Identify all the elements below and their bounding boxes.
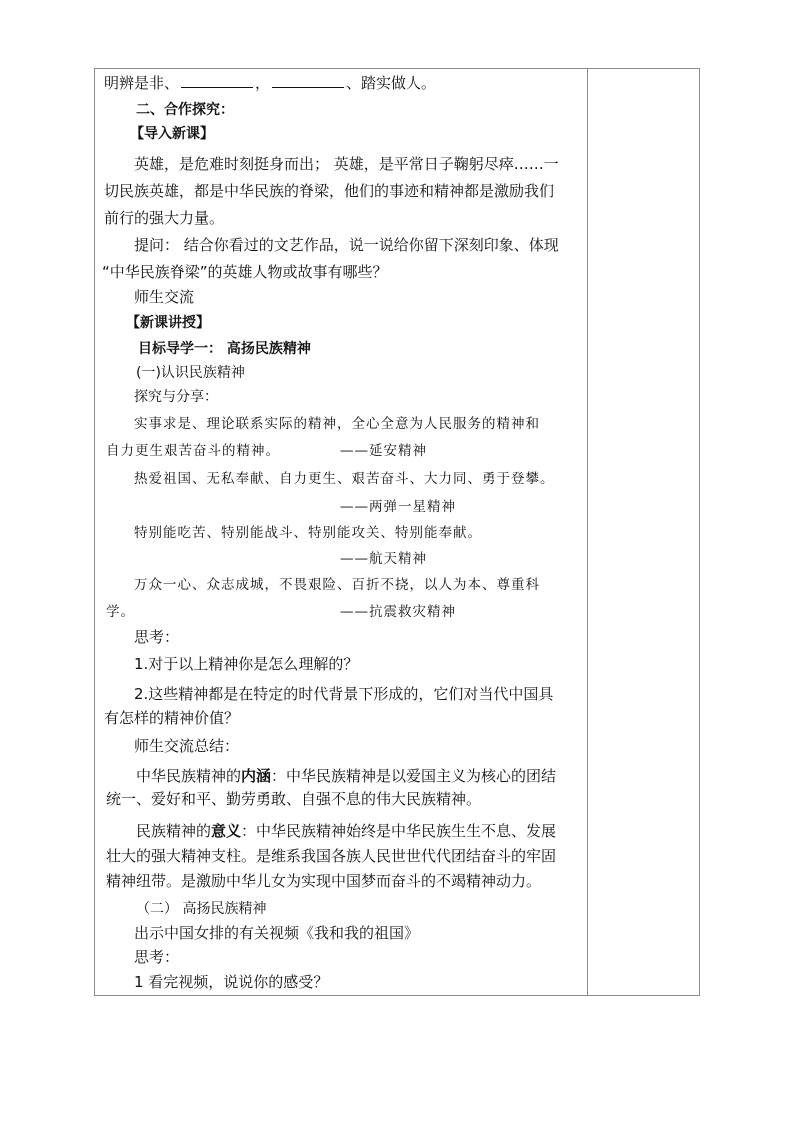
blank-1[interactable]	[181, 73, 253, 88]
paragraph-line: 前行的强大力量。	[104, 209, 225, 227]
subheading: (一)认识民族精神	[136, 365, 245, 381]
paragraph-line: 提问： 结合你看过的文艺作品，说一说给你留下深刻印象、体现	[134, 236, 559, 254]
quote-line: 热爱祖国、无私奉献、自力更生、艰苦奋斗、大力同、勇于登攀。	[134, 471, 555, 487]
paragraph-line: 出示中国女排的有关视频《我和我的祖国》	[134, 924, 420, 942]
paragraph-line: 英雄，是危难时刻挺身而出； 英雄，是平常日子鞠躬尽瘁……一	[134, 155, 559, 173]
fill-in-line	[104, 70, 584, 97]
text: ：中华民族精神是以爱国主义为核心的团结	[271, 767, 557, 785]
paragraph-line: 统一、爱好和平、勤劳勇敢、自强不息的伟大民族精神。	[106, 790, 482, 808]
paragraph-line: 切民族英雄，都是中华民族的脊梁，他们的事迹和精神都是激励我们	[104, 182, 555, 200]
paragraph-line: 精神纽带。是激励中华儿女为实现中国梦而奋斗的不竭精神动力。	[106, 872, 542, 890]
quote-source: ——两弹一星精神	[340, 499, 456, 515]
quote-source: ——航天精神	[340, 551, 427, 567]
paragraph-line: “中华民族脊梁”的英雄人物或故事有哪些？	[102, 263, 388, 281]
question-line: 有怎样的精神价值？	[104, 709, 240, 727]
paragraph-line: 师生交流总结：	[134, 737, 240, 755]
blank-2[interactable]	[272, 73, 344, 88]
text: ：中华民族精神始终是中华民族生生不息、发展	[241, 822, 557, 840]
text: 中华民族精神的	[136, 767, 242, 785]
paragraph-line	[136, 818, 616, 845]
paragraph-line: 师生交流	[134, 288, 195, 306]
text: 、踏实做人。	[346, 74, 437, 92]
text: 明辨是非、	[104, 74, 180, 92]
question-line: 2.这些精神都是在特定的时代背景下形成的，它们对当代中国具	[134, 685, 554, 703]
section-heading: 二、合作探究：	[136, 102, 234, 118]
paragraph-line: 壮大的强大精神支柱。是维系我国各族人民世世代代团结奋斗的牢固	[106, 847, 557, 865]
paragraph-line: 探究与分享：	[134, 389, 218, 405]
quote-source: ——延安精神	[340, 443, 427, 459]
bold-term: 内涵	[241, 767, 272, 785]
quote-line: 实事求是、理论联系实际的精神，全心全意为人民服务的精神和	[134, 416, 540, 432]
quote-line: 特别能吃苦、特别能战斗、特别能攻关、特别能奉献。	[134, 525, 482, 541]
paragraph-line: 思考：	[134, 628, 180, 646]
intro-heading: 【导入新课】	[130, 126, 214, 142]
new-lesson-heading: 【新课讲授】	[126, 315, 210, 331]
question-line: 1.对于以上精神你是怎么理解的？	[134, 655, 359, 673]
question-line: 1 看完视频，说说你的感受？	[134, 973, 329, 991]
quote-line: 学。	[106, 604, 135, 620]
quote-line: 自力更生艰苦奋斗的精神。	[106, 443, 280, 459]
goal-heading: 目标导学一： 高扬民族精神	[138, 341, 311, 357]
subheading: （二） 高扬民族精神	[136, 901, 267, 917]
quote-source: ——抗震救灾精神	[340, 604, 456, 620]
bold-term: 意义	[211, 822, 242, 840]
quote-line: 万众一心、众志成城，不畏艰险、百折不挠，以人为本、尊重科	[134, 577, 540, 593]
text: ，	[255, 74, 271, 92]
paragraph-line: 思考：	[134, 948, 180, 966]
text: 民族精神的	[136, 822, 212, 840]
